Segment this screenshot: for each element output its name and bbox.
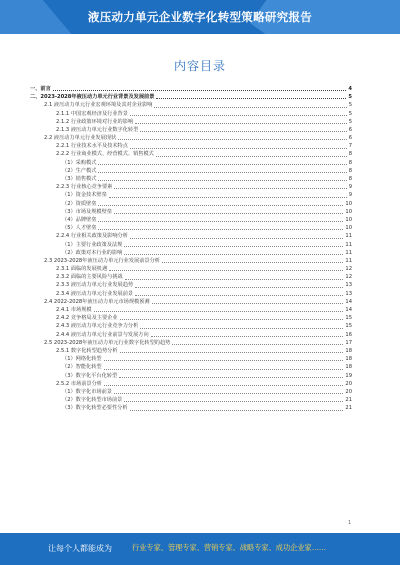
toc-entry-title: （1）采购模式 xyxy=(62,159,97,166)
toc-entry-title: 2.3 2023-2028年液压动力单元行业发展前景分析 xyxy=(44,257,160,264)
toc-entry[interactable] xyxy=(30,126,352,134)
toc-entry-title: 2.1.2 行业政策环境对行业的影响 xyxy=(56,118,134,125)
toc-entry-page: 20 xyxy=(345,388,352,395)
toc-entry-page: 21 xyxy=(345,397,352,404)
toc-leader-dots xyxy=(135,295,343,296)
toc-entry-title: 2.3.3 液压动力单元行业发展趋势 xyxy=(56,282,134,289)
toc-entry[interactable] xyxy=(30,216,352,224)
toc-entry[interactable] xyxy=(30,118,352,126)
toc-entry-page: 15 xyxy=(345,323,352,330)
toc-entry-title: （3）销售模式 xyxy=(62,176,97,183)
toc-entry[interactable] xyxy=(30,363,352,371)
toc-entry-title: 2.4.3 液压动力单元行业竞争力分析 xyxy=(56,323,139,330)
toc-entry-page: 13 xyxy=(345,290,352,297)
toc-entry-page: 9 xyxy=(348,192,352,199)
toc-entry-page: 7 xyxy=(348,143,352,150)
toc-leader-dots xyxy=(124,246,343,247)
toc-leader-dots xyxy=(109,270,343,271)
toc-entry[interactable] xyxy=(30,372,352,380)
toc-leader-dots xyxy=(53,90,347,91)
toc-entry[interactable] xyxy=(30,380,352,388)
toc-entry-title: 2.2.3 行业核心竞争要素 xyxy=(56,184,113,191)
footer-slogan: 让每个人都能成为 xyxy=(48,544,112,553)
toc-entry-page: 14 xyxy=(345,298,352,305)
toc-entry[interactable] xyxy=(30,257,352,265)
report-footer xyxy=(0,533,400,565)
toc-leader-dots xyxy=(135,123,347,124)
toc-entry-title: 2.1.3 液压动力单元行业数字化转型 xyxy=(56,126,139,133)
toc-entry-title: 2.1 液压动力单元行业宏观环境及其对企业影响 xyxy=(44,102,153,109)
toc-entry[interactable] xyxy=(30,200,352,208)
toc-entry-title: 2.2.1 行业技术水平及技术特点 xyxy=(56,143,128,150)
toc-entry-page: 10 xyxy=(345,216,352,223)
toc-entry-page: 20 xyxy=(345,380,352,387)
toc-entry-page: 5 xyxy=(348,118,352,125)
toc-entry-page: 10 xyxy=(345,200,352,207)
toc-leader-dots xyxy=(130,115,347,116)
toc-entry-title: （5）人才壁垒 xyxy=(62,225,97,232)
toc-leader-dots xyxy=(154,107,346,108)
toc-entry[interactable] xyxy=(30,142,352,150)
toc-entry-title: （1）主要行业政策及法规 xyxy=(62,241,123,248)
toc-entry-page: 8 xyxy=(348,176,352,183)
toc-entry-page: 8 xyxy=(348,159,352,166)
toc-leader-dots xyxy=(162,262,343,263)
toc-leader-dots xyxy=(98,164,346,165)
toc-entry[interactable] xyxy=(30,93,352,101)
table-of-contents xyxy=(30,85,352,413)
toc-entry-title: （2）智能化转型 xyxy=(62,364,102,371)
toc-leader-dots xyxy=(130,410,344,411)
toc-entry-page: 18 xyxy=(345,347,352,354)
toc-entry-page: 11 xyxy=(345,233,352,240)
toc-entry-page: 14 xyxy=(345,307,352,314)
toc-leader-dots xyxy=(114,188,346,189)
toc-leader-dots xyxy=(109,197,347,198)
toc-entry[interactable] xyxy=(30,298,352,306)
toc-entry-page: 18 xyxy=(345,364,352,371)
toc-entry-page: 5 xyxy=(348,110,352,117)
toc-entry[interactable] xyxy=(30,151,352,159)
toc-entry[interactable] xyxy=(30,191,352,199)
toc-entry-page: 8 xyxy=(348,167,352,174)
toc-entry-title: 2.3.1 面临的发展机遇 xyxy=(56,266,108,273)
toc-leader-dots xyxy=(124,401,343,402)
toc-leader-dots xyxy=(104,369,344,370)
toc-entry-title: 2.1.1 中国宏观经济及行业背景 xyxy=(56,110,128,117)
toc-leader-dots xyxy=(98,205,343,206)
toc-entry-title: （3）数字化转型必要性分析 xyxy=(62,405,128,412)
toc-entry-title: 2.3.4 液压动力单元行业发展前景 xyxy=(56,290,134,297)
toc-leader-dots xyxy=(156,156,347,157)
toc-leader-dots xyxy=(156,98,346,99)
toc-entry[interactable] xyxy=(30,249,352,257)
toc-entry-title: 2.5 2023-2028年液压动力单元行业数字化转型的趋势 xyxy=(44,339,171,346)
toc-entry-page: 11 xyxy=(345,257,352,264)
toc-entry[interactable] xyxy=(30,232,352,240)
toc-entry-title: （3）数字化平台化转型 xyxy=(62,372,118,379)
toc-entry[interactable] xyxy=(30,331,352,339)
toc-entry-title: 2.5.2 市场前景分析 xyxy=(56,380,102,387)
toc-entry-page: 12 xyxy=(345,274,352,281)
toc-leader-dots xyxy=(130,238,343,239)
toc-leader-dots xyxy=(120,352,344,353)
toc-entry-title: （1）资金技术壁垒 xyxy=(62,192,107,199)
toc-entry[interactable] xyxy=(30,273,352,281)
toc-entry[interactable] xyxy=(30,167,352,175)
toc-entry-page: 11 xyxy=(345,241,352,248)
footer-slogan-highlight: 行业专家、管理专家、营销专家、战略专家、成功企业家…… xyxy=(132,543,327,552)
toc-entry-page: 10 xyxy=(345,208,352,215)
toc-entry-title: 2.2 液压动力单元行业发展现状 xyxy=(44,135,117,142)
toc-entry-title: （2）数字化转型市场前景 xyxy=(62,397,123,404)
toc-entry-title: 2.4 2022-2028年液压动力单元市场规模预测 xyxy=(44,298,150,305)
toc-entry-title: 一、前言 xyxy=(30,85,51,92)
toc-leader-dots xyxy=(151,336,344,337)
toc-entry-title: 2.4.1 市场规模 xyxy=(56,307,92,314)
toc-entry[interactable] xyxy=(30,224,352,232)
toc-entry[interactable] xyxy=(30,85,352,93)
toc-leader-dots xyxy=(98,221,343,222)
toc-leader-dots xyxy=(125,279,344,280)
toc-leader-dots xyxy=(140,328,343,329)
report-title: 液压动力单元企业数字化转型策略研究报告 xyxy=(87,10,313,24)
toc-leader-dots xyxy=(104,385,343,386)
toc-entry[interactable] xyxy=(30,306,352,314)
toc-leader-dots xyxy=(98,229,343,230)
toc-entry-page: 4 xyxy=(348,85,352,92)
toc-entry-title: 2.4.2 竞争格局及主要企业 xyxy=(56,315,118,322)
toc-entry[interactable] xyxy=(30,322,352,330)
toc-entry[interactable] xyxy=(30,396,352,404)
toc-entry[interactable] xyxy=(30,110,352,118)
toc-leader-dots xyxy=(172,344,343,345)
toc-entry[interactable] xyxy=(30,355,352,363)
toc-entry-title: （2）政策对本行业的影响 xyxy=(62,249,123,256)
page-number: 1 xyxy=(348,520,352,526)
toc-entry-title: （3）市场及规模壁垒 xyxy=(62,208,112,215)
toc-entry-title: 2.4.4 液压动力单元行业前景与发展方向 xyxy=(56,331,149,338)
toc-entry[interactable] xyxy=(30,339,352,347)
toc-entry-page: 19 xyxy=(345,372,352,379)
toc-entry-page: 21 xyxy=(345,405,352,412)
toc-leader-dots xyxy=(118,139,347,140)
toc-entry[interactable] xyxy=(30,159,352,167)
toc-entry-title: （2）资质壁垒 xyxy=(62,200,97,207)
toc-entry-page: 13 xyxy=(345,282,352,289)
toc-entry-title: 二、2023-2028年液压动力单元行业背景及发展前景 xyxy=(30,94,155,101)
toc-entry-title: （2）生产模式 xyxy=(62,167,97,174)
toc-entry[interactable] xyxy=(30,347,352,355)
toc-entry-page: 8 xyxy=(348,151,352,158)
toc-entry[interactable] xyxy=(30,265,352,273)
toc-entry[interactable] xyxy=(30,183,352,191)
toc-entry[interactable] xyxy=(30,290,352,298)
toc-entry-page: 18 xyxy=(345,356,352,363)
toc-entry[interactable] xyxy=(30,404,352,412)
toc-leader-dots xyxy=(152,303,344,304)
toc-entry-page: 11 xyxy=(345,249,352,256)
toc-entry[interactable] xyxy=(30,282,352,290)
toc-leader-dots xyxy=(98,172,346,173)
toc-entry[interactable] xyxy=(30,175,352,183)
toc-entry[interactable] xyxy=(30,101,352,109)
toc-entry-title: （1）数字化市场前景 xyxy=(62,388,112,395)
toc-leader-dots xyxy=(120,319,344,320)
toc-entry[interactable] xyxy=(30,314,352,322)
toc-entry-title: 2.2.4 行业相关政策及影响分析 xyxy=(56,233,128,240)
toc-entry-title: 2.5.1 数字化转型趋势分析 xyxy=(56,347,118,354)
toc-entry-page: 6 xyxy=(348,135,352,142)
toc-entry-page: 5 xyxy=(348,94,352,101)
toc-entry-page: 10 xyxy=(345,225,352,232)
toc-leader-dots xyxy=(114,393,343,394)
toc-leader-dots xyxy=(98,180,346,181)
toc-leader-dots xyxy=(140,131,346,132)
toc-leader-dots xyxy=(124,254,343,255)
toc-entry-page: 6 xyxy=(348,126,352,133)
toc-entry-page: 15 xyxy=(345,315,352,322)
toc-entry-page: 16 xyxy=(345,331,352,338)
toc-entry-page: 9 xyxy=(348,184,352,191)
toc-entry[interactable] xyxy=(30,241,352,249)
toc-leader-dots xyxy=(114,213,343,214)
toc-leader-dots xyxy=(119,377,343,378)
toc-leader-dots xyxy=(104,360,344,361)
toc-entry[interactable] xyxy=(30,208,352,216)
toc-entry[interactable] xyxy=(30,388,352,396)
toc-entry-title: 2.2.2 行业商业模式、经营模式、销售模式 xyxy=(56,151,154,158)
toc-entry-page: 17 xyxy=(345,339,352,346)
toc-leader-dots xyxy=(94,311,344,312)
toc-entry-title: 2.3.2 面临的主要风险与挑战 xyxy=(56,274,123,281)
toc-leader-dots xyxy=(135,287,343,288)
toc-entry-page: 12 xyxy=(345,266,352,273)
report-header xyxy=(0,0,400,34)
toc-entry-page: 5 xyxy=(348,102,352,109)
toc-leader-dots xyxy=(130,148,347,149)
toc-heading: 内容目录 xyxy=(173,59,226,73)
toc-entry-title: （1）网络化转型 xyxy=(62,356,102,363)
toc-entry[interactable] xyxy=(30,134,352,142)
toc-entry-title: （4）品牌壁垒 xyxy=(62,216,97,223)
